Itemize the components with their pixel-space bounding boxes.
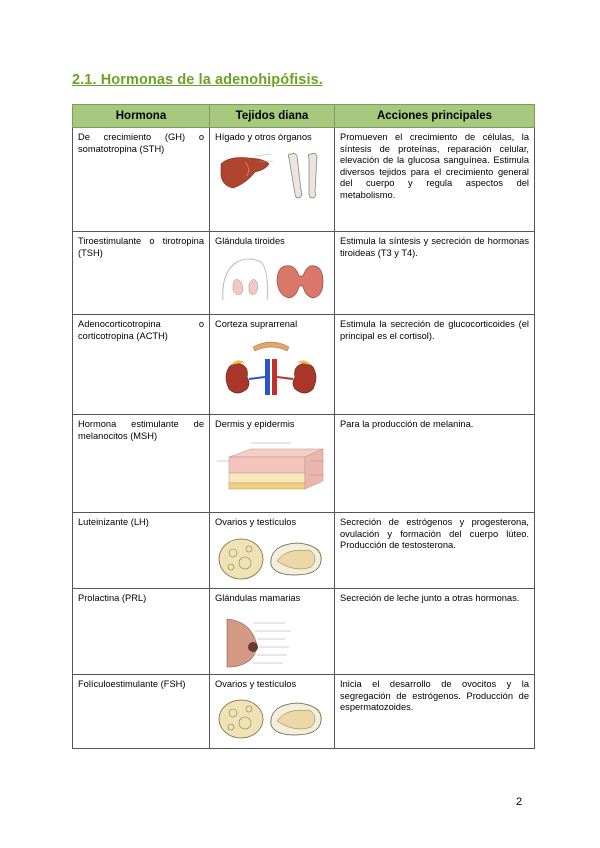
header-tejidos-diana: Tejidos diana (210, 105, 335, 128)
tissue-label: Ovarios y testículos (215, 517, 297, 527)
hormones-table (72, 104, 535, 749)
header-hormona: Hormona (73, 105, 210, 128)
tissue-label: Glándulas mamarias (215, 593, 301, 603)
section-heading: 2.1. Hormonas de la adenohipófisis. (72, 72, 323, 88)
table-row (73, 315, 535, 415)
hormone-cell: De crecimiento (GH) o somatotropina (STH) (73, 128, 210, 232)
hormone-cell: Hormona estimulante de melanocitos (MSH) (73, 415, 210, 513)
tissue-cell (210, 128, 335, 232)
table-row (73, 415, 535, 513)
tissue-cell (210, 589, 335, 675)
tissue-label: Dermis y epidermis (215, 419, 295, 429)
table-header-row (73, 105, 535, 128)
tissue-cell (210, 232, 335, 315)
actions-cell: Promueven el crecimiento de células, la síntesis de proteínas, reparación celular, elevación de la glucosa sanguínea. Estimula diversos tejidos para el crecimiento general del cuerpo y regula aspectos del metabolismo. (335, 128, 535, 232)
actions-cell: Para la producción de melanina. (335, 415, 535, 513)
table-row (73, 589, 535, 675)
mammary-gland-icon (215, 611, 329, 671)
tissue-cell (210, 315, 335, 415)
table-row (73, 513, 535, 589)
thyroid-gland-icon (215, 254, 329, 304)
table-row (73, 128, 535, 232)
tissue-label: Ovarios y testículos (215, 679, 297, 689)
hormone-cell: Adenocorticotropina o corticotropina (ACTH) (73, 315, 210, 415)
hormone-cell: Tiroestimulante o tirotropina (TSH) (73, 232, 210, 315)
tissue-label: Corteza suprarrenal (215, 319, 298, 329)
hormone-cell: Luteinizante (LH) (73, 513, 210, 589)
adrenal-kidneys-icon (215, 337, 329, 399)
table-row (73, 675, 535, 749)
ovary-testis-icon (215, 697, 329, 741)
hormone-cell: Prolactina (PRL) (73, 589, 210, 675)
tissue-cell (210, 513, 335, 589)
ovary-testis-icon (215, 535, 329, 581)
actions-cell: Estimula la secreción de glucocorticoides (el principal es el cortisol). (335, 315, 535, 415)
page-number: 2 (516, 796, 523, 808)
actions-cell: Estimula la síntesis y secreción de hormonas tiroideas (T3 y T4). (335, 232, 535, 315)
actions-cell: Inicia el desarrollo de ovocitos y la segregación de estrógenos. Producción de espermatozoides. (335, 675, 535, 749)
skin-layers-icon (215, 437, 329, 495)
tissue-cell (210, 415, 335, 513)
hormone-cell: Folículoestimulante (FSH) (73, 675, 210, 749)
header-acciones-principales: Acciones principales (335, 105, 535, 128)
actions-cell: Secreción de leche junto a otras hormonas. (335, 589, 535, 675)
tissue-label: Glándula tiroides (215, 236, 285, 246)
liver-and-bones-icon (215, 150, 329, 200)
actions-cell: Secreción de estrógenos y progesterona, ovulación y formación del cuerpo lúteo. Producción de testosterona. (335, 513, 535, 589)
tissue-label: Hígado y otros órganos (215, 132, 312, 142)
table-row (73, 232, 535, 315)
tissue-cell (210, 675, 335, 749)
